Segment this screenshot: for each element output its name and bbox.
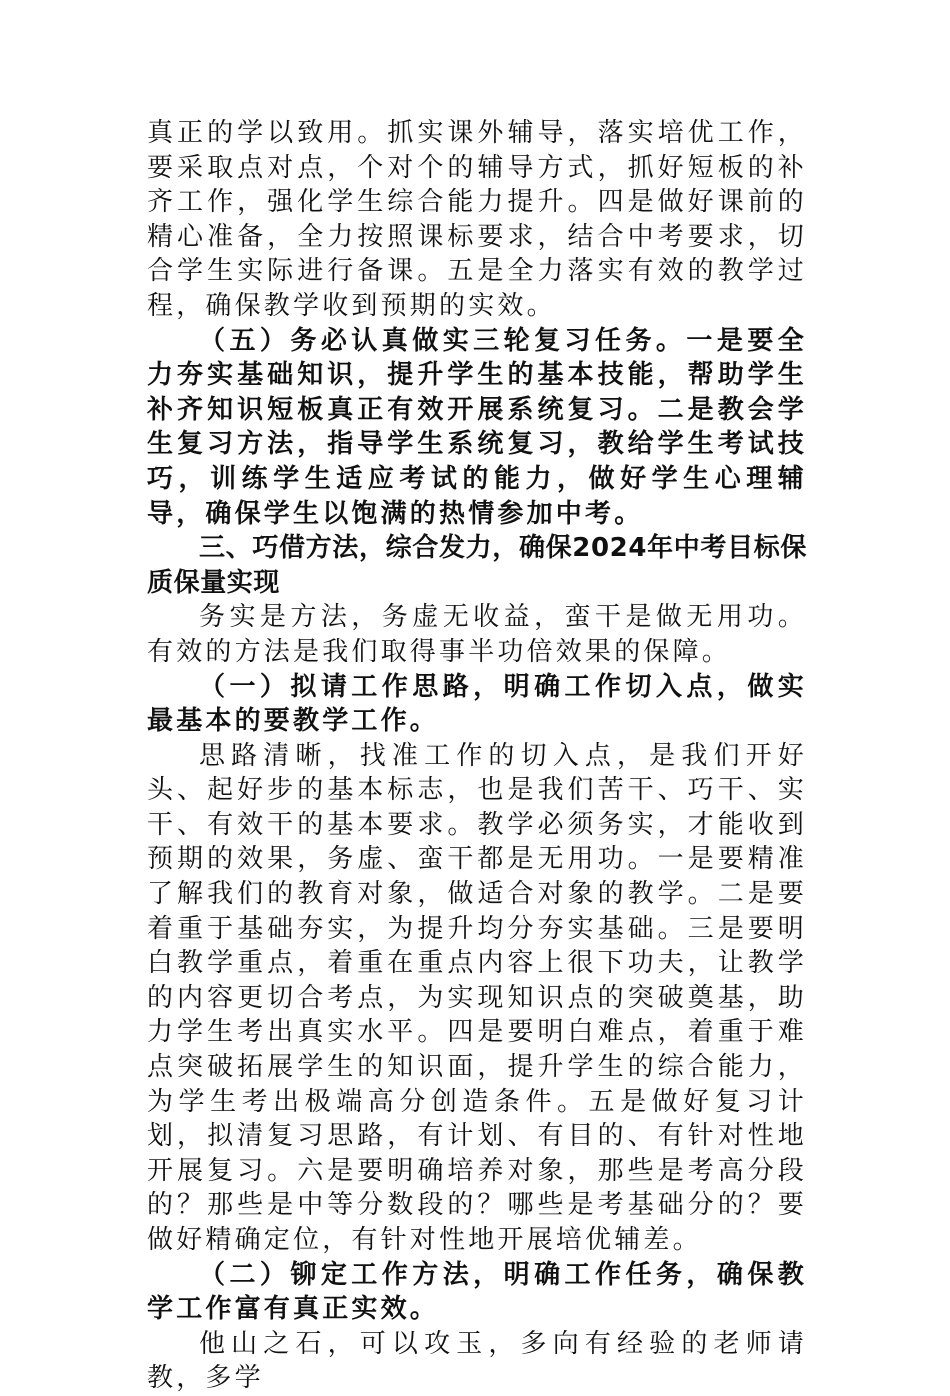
section-heading-three: 三、巧借方法，综合发力，确保2024年中考目标保质保量实现 (147, 533, 807, 598)
sub-heading-review-tasks: （五）务必认真做实三轮复习任务。一是要全力夯实基础知识，提升学生的基本技能，帮助学生补齐知识短板真正有效开展系统复习。二是教会学生复习方法，指导学生系统复习，教给学生考试技巧，训练学生适应考试的能力，做好学生心理辅导，确保学生以饱满的热情参加中考。 (147, 325, 807, 529)
paragraph-continuation: 真正的学以致用。抓实课外辅导，落实培优工作，要采取点对点，个对个的辅导方式，抓好短板的补齐工作，强化学生综合能力提升。四是做好课前的精心准备，全力按照课标要求，结合中考要求，切合学生实际进行备课。五是全力落实有效的教学过程，确保教学收到预期的实效。 (147, 118, 807, 321)
paragraph-learn-from-others: 他山之石，可以攻玉，多向有经验的老师请教，多学 (147, 1328, 807, 1394)
sub-heading-work-methods: （二）铆定工作方法，明确工作任务，确保教学工作富有真正实效。 (147, 1259, 807, 1325)
document-body (147, 116, 807, 1396)
sub-heading-work-ideas: （一）拟请工作思路，明确工作切入点，做实最基本的要教学工作。 (147, 671, 807, 737)
paragraph-clear-thinking: 思路清晰，找准工作的切入点，是我们开好头、起好步的基本标志，也是我们苦干、巧干、实干、有效干的基本要求。教学必须务实，才能收到预期的效果，务虚、蛮干都是无用功。一是要精准了解我们的教育对象，做适合对象的教学。二是要着重于基础夯实，为提升均分夯实基础。三是要明白教学重点，着重在重点内容上很下功夫，让教学的内容更切合考点，为实现知识点的突破奠基，助力学生考出真实水平。四是要明白难点，着重于难点突破拓展学生的知识面，提升学生的综合能力，为学生考出极端高分创造条件。五是做好复习计划，拟清复习思路，有计划、有目的、有针对性地开展复习。六是要明确培养对象，那些是考高分段的？那些是中等分数段的？哪些是考基础分的？要做好精确定位，有针对性地开展培优辅差。 (147, 740, 807, 1255)
paragraph-method-intro: 务实是方法，务虚无收益，蛮干是做无用功。有效的方法是我们取得事半功倍效果的保障。 (147, 602, 807, 667)
